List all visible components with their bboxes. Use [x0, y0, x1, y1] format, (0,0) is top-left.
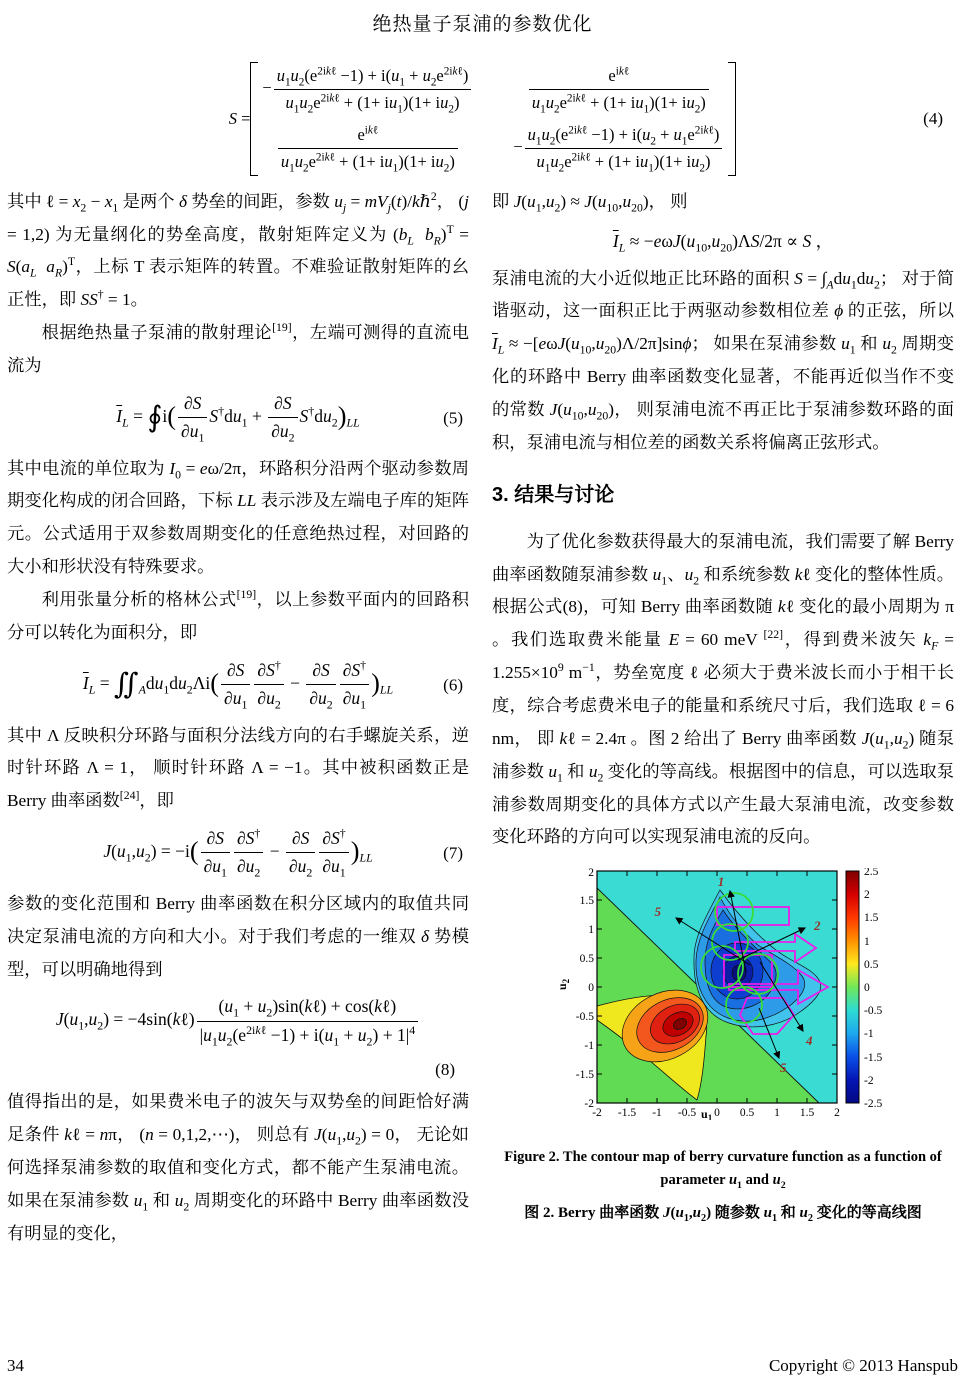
svg-text:-0.5: -0.5: [575, 1011, 594, 1024]
page-number: 34: [7, 1356, 24, 1375]
svg-text:5: 5: [654, 904, 661, 920]
svg-text:-2: -2: [864, 1075, 874, 1088]
svg-text:4: 4: [806, 1033, 813, 1049]
svg-text:2: 2: [814, 918, 821, 934]
matrix-bracket-left: [250, 62, 258, 176]
figure-caption-zh: 图 2. Berry 曲率函数 $J(u_1,u_2)$ 随参数 $u_1$ 和 $u_2$ 变化的等高线图: [524, 1205, 922, 1225]
equation-number: (8): [435, 1060, 455, 1080]
paragraph: 利用张量分析的格林公式[19]，以上参数平面内的回路积分可以转化为面积分，即: [7, 588, 469, 642]
paragraph: 即 $J(u_1,u_2) \approx J(u_{10},u_{20})$， 则: [492, 191, 688, 215]
section-heading: 3. 结果与讨论: [492, 483, 615, 506]
figure-2: [554, 868, 954, 1132]
svg-text:2: 2: [864, 889, 870, 902]
svg-text:1.5: 1.5: [579, 895, 594, 908]
svg-text:1.5: 1.5: [799, 1107, 815, 1120]
svg-text:1.5: 1.5: [864, 912, 879, 925]
page-footer: [7, 1356, 958, 1376]
equation-4: [0, 62, 965, 176]
matrix-cell-11: − $\frac{u_1u_2(e^{2ik\ell} -1) + i(u_1 + u_2e^{2ik\ell})}{u_1u_2e^{2ik\ell} + (1+ iu_1)(1+ iu_2)}$: [262, 64, 473, 115]
x-tick-labels: [592, 1107, 840, 1119]
page-title: 绝热量子泵浦的参数优化: [372, 14, 593, 35]
svg-text:1: 1: [774, 1107, 780, 1120]
equation-8: $J(u_1,u_2)$ = −4sin(kℓ) $\frac{(u_1 + u_2)\sin(k\ell) + \cos(k\ell)}{|u_1u_2(e^{2ik\ell} -1) + i(u_1 + u_2) + 1|^4}$: [7, 994, 469, 1048]
svg-text:-1: -1: [652, 1107, 662, 1120]
svg-text:2.5: 2.5: [864, 868, 879, 879]
svg-text:1: 1: [588, 924, 594, 937]
x-axis-label: $u_1$: [701, 1107, 713, 1121]
svg-text:-0.5: -0.5: [677, 1107, 697, 1120]
contour-plot: [554, 868, 950, 1120]
equation-4-lhs: S =: [228, 108, 251, 128]
svg-text:-1.5: -1.5: [617, 1107, 637, 1120]
equation-7: $J(u_1,u_2) = -i$( $\frac{\partial S}{\partial u_1}$ $\frac{\partial S^\dagger}{\partial u_2}$ − $\frac{\partial S}{\partial u_2}$ $\frac{\partial S^\dagger}{\partial u_1}$ )$_{LL}$ (7): [103, 826, 463, 880]
svg-text:-1.5: -1.5: [864, 1052, 883, 1065]
matrix-cell-12: $\frac{e^{ik\ell}}{u_1u_2e^{2ik\ell} + (1+ iu_1)(1+ iu_2)}$: [527, 64, 711, 115]
svg-text:-0.5: -0.5: [864, 1005, 883, 1018]
equation-5: $\overline{I}_L$ = ∮i( $\frac{\partial S}{\partial u_1}$ $S^\dagger du_1$ + $\frac{\partial S}{\partial u_2}$ $S^\dagger du_2)_{LL}$ (5): [116, 392, 463, 445]
paragraph: 其中电流的单位取为 $I_0 = e\omega/2\pi$，环路积分沿两个驱动参数周期变化构成的闭合回路，下标 LL 表示涉及左端电子库的矩阵元。公式适用于双参数周期变化的任意绝热过程，对回路的大小和形状没有特殊要求。: [7, 458, 470, 577]
left-column: [7, 186, 469, 1251]
equation-inline: $\overline{I}_L \approx -e\omega J(u_{10},u_{20})\Lambda S/2\pi \propto S$ ，: [612, 230, 834, 255]
svg-text:0: 0: [864, 982, 870, 995]
scattering-matrix: [258, 62, 728, 176]
copyright: Copyright © 2013 Hanspub: [768, 1356, 958, 1375]
svg-text:-2.5: -2.5: [864, 1098, 883, 1111]
paragraph: 值得指出的是，如果费米电子的波矢与双势垒的间距恰好满足条件 kℓ = nπ， (n = 0,1,2,⋯)， 则总有 $J(u_1,u_2) = 0$， 无论如何选择泵浦参数的取值和变化方式，都不能产生泵浦电流。如果在泵浦参数 $u_1$ 和 $u_2$ 周期变化的环路中 Berry 曲率函数没有明显的变化，: [7, 1092, 469, 1243]
svg-text:1: 1: [717, 874, 725, 890]
paragraph: 其中 Λ 反映积分环路与面积分法线方向的右手螺旋关系，逆时针环路 Λ = 1， 顺时针环路 Λ = −1。其中被积函数正是 Berry 曲率函数[24]，即: [7, 725, 469, 811]
svg-text:0: 0: [714, 1107, 720, 1120]
equation-number: (5): [443, 408, 463, 428]
matrix-cell-22: − $\frac{u_1u_2(e^{2ik\ell} -1) + i(u_2 + u_1e^{2ik\ell})}{u_1u_2e^{2ik\ell} + (1+ iu_1)(1+ iu_2)}$: [513, 123, 724, 174]
svg-text:1: 1: [864, 936, 870, 949]
svg-text:-1: -1: [864, 1028, 874, 1041]
equation-number: (7): [443, 843, 463, 863]
equation-number: (6): [443, 675, 463, 695]
paragraph: 根据绝热量子泵浦的散射理论[19]，左端可测得的直流电流为: [7, 321, 469, 375]
svg-text:0.5: 0.5: [579, 953, 594, 966]
paragraph: 参数的变化范围和 Berry 曲率函数在积分区域内的取值共同决定泵浦电流的方向和大小。对于我们考虑的一维双 δ 势模型，可以明确地得到: [7, 893, 469, 979]
svg-text:-1.5: -1.5: [575, 1069, 594, 1082]
colorbar: [846, 868, 882, 1110]
svg-text:2: 2: [588, 868, 594, 880]
svg-text:-2: -2: [584, 1098, 594, 1111]
paragraph: 泵浦电流的大小近似地正比环路的面积 $S = \int_Adu_1du_2$； 对于简谐驱动，这一面积正比于两驱动参数相位差 ϕ 的正弦，所以 $\overline{I}_L \approx -[e\omega J(u_{10},u_{20})\Lambda/2\pi]\sin\phi$； 如果在泵浦参数 $u_1$ 和 $u_2$ 周期变化的环路中 Berry 曲率函数变化显著，不能再近似当作不变的常数 $J(u_{10},u_{20})$， 则泵浦电流不再正比于泵浦参数环路的面积，泵浦电流与相位差的函数关系将偏离正弦形式。: [492, 268, 955, 452]
matrix-cell-21: $\frac{e^{ik\ell}}{u_1u_2e^{2ik\ell} + (1+ iu_1)(1+ iu_2)}$: [276, 123, 460, 174]
svg-text:-1: -1: [584, 1040, 594, 1053]
y-axis-label: $u_2$: [555, 979, 571, 991]
equation-number: (4): [923, 108, 943, 128]
equation-6: $\overline{I}_L$ = $∬_Adu_1du_2\Lambda i$( $\frac{\partial S}{\partial u_1}$ $\frac{\partial S^\dagger}{\partial u_2}$ − $\frac{\partial S}{\partial u_2}$ $\frac{\partial S^\dagger}{\partial u_1}$ )$_{LL}$ (6): [82, 657, 463, 712]
svg-text:-2: -2: [592, 1107, 602, 1120]
y-tick-labels: [576, 868, 594, 1110]
paragraph: 其中 ℓ = $x_2 - x_1$ 是两个 δ 势垒的间距，参数 $u_j$ = $mV_j(t)/k\hbar^2$， (j = 1,2) 为无量纲化的势垒高度，散射矩阵定义为 ($b_L$ $b_R)^T = S(a_L$ $a_R)^T$，上标 T 表示矩阵的转置。不难验证散射矩阵的幺正性，即 SS† = 1。: [7, 189, 470, 310]
svg-text:0.5: 0.5: [864, 959, 879, 972]
figure-caption-en: Figure 2. The contour map of berry curvature function as a function of parameter $u_1$ and $u_2$: [504, 1149, 942, 1191]
svg-text:0.5: 0.5: [739, 1107, 755, 1120]
matrix-bracket-right: [728, 62, 736, 176]
colorbar-tick-labels: [864, 868, 882, 1110]
paragraph: 为了优化参数获得最大的泵浦电流，我们需要了解 Berry 曲率函数随泵浦参数 $u_1$、$u_2$ 和系统参数 kℓ 变化的整体性质。根据公式(8)，可知 Berry 曲率函数随 kℓ 变化的最小周期为 π 。我们选取费米能量 E = 60 meV [22]，得到费米波矢 $k_F = 1.255\times 10^9$ $m^{-1}$，势垒宽度 ℓ 必须大于费米波长而小于相干长度，综合考虑费米电子的能量和系统尺寸后，我们选取 ℓ = 6 nm， 即 kℓ = 2.4π 。图 2 给出了 Berry 曲率函数 $J(u_1,u_2)$ 随泵浦参数 $u_1$ 和 $u_2$ 变化的等高线。根据图中的信息，可以选取泵浦参数周期变化的具体方式以产生最大泵浦电流，改变参数变化环路的方向可以实现泵浦电流的反向。: [492, 531, 955, 847]
svg-text:5: 5: [780, 1060, 787, 1076]
right-column: [492, 186, 954, 1251]
svg-text:0: 0: [588, 982, 594, 995]
svg-text:2: 2: [834, 1107, 840, 1120]
